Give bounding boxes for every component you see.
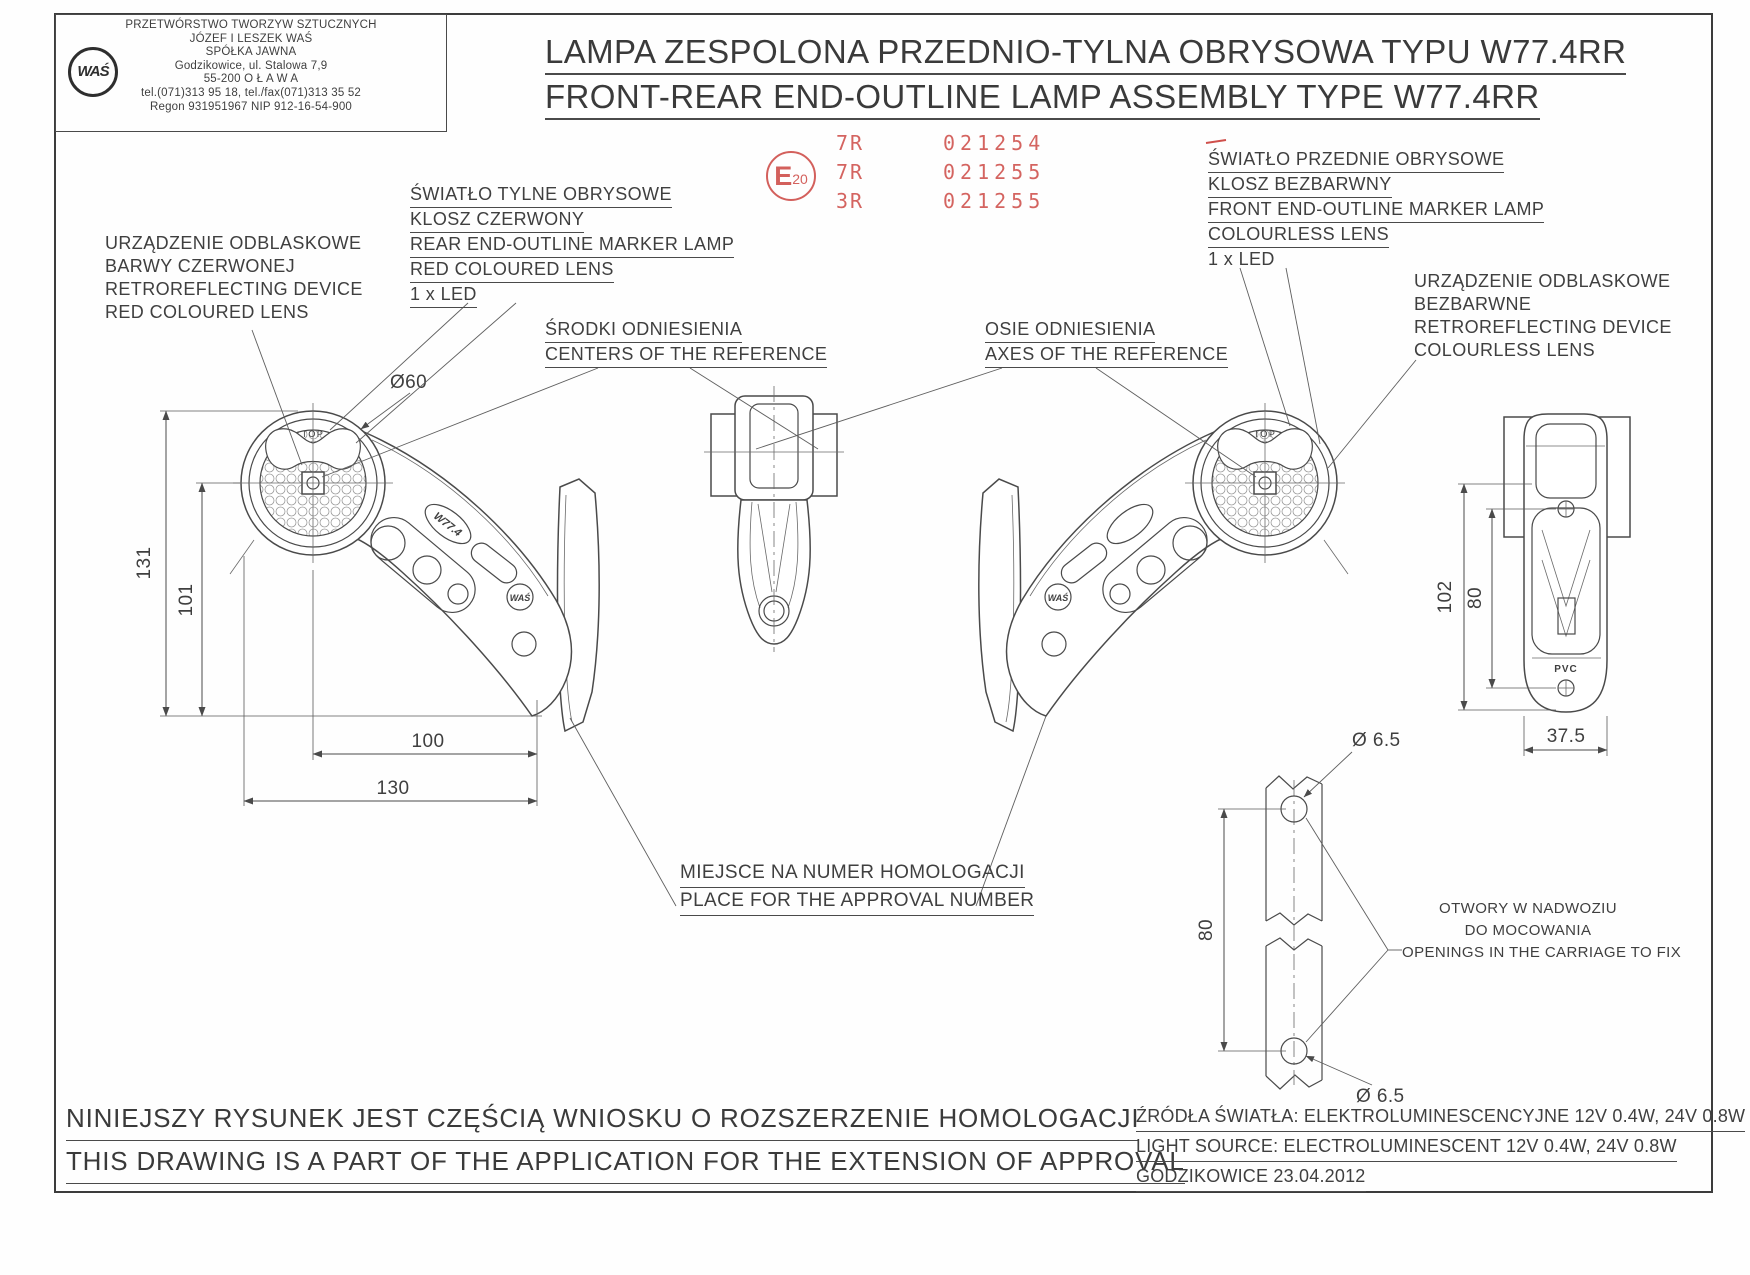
approval-code: 7R (836, 131, 865, 155)
label-line: MIEJSCE NA NUMER HOMOLOGACJI (680, 860, 1025, 888)
approval-code: 7R (836, 160, 865, 184)
company-line: Godzikowice, ul. Stalowa 7,9 (174, 59, 328, 72)
approval-number-row (836, 189, 1045, 218)
top-marking-left: TOP (301, 429, 325, 439)
approval-value: 021255 (943, 189, 1046, 213)
view-lamp-left (230, 403, 599, 731)
label-line: 1 x LED (1208, 249, 1275, 269)
note-light-source (1136, 1102, 1745, 1192)
label-front-lamp (1208, 148, 1544, 271)
label-line: DO MOCOWANIA (1464, 922, 1592, 939)
label-line: RED COLOURED LENS (105, 302, 309, 322)
label-line: RETROREFLECTING DEVICE (1414, 317, 1672, 337)
label-openings (1402, 898, 1682, 964)
label-line: COLOURLESS LENS (1414, 340, 1596, 360)
label-line: URZĄDZENIE ODBLASKOWE (105, 233, 362, 253)
was-badge-right: WAŚ (1047, 593, 1069, 603)
approval-number-row (836, 160, 1045, 189)
label-line: 1 x LED (410, 283, 477, 308)
material-marking-pvc: PVC (1554, 664, 1578, 675)
label-line: OPENINGS IN THE CARRIAGE TO FIX (1402, 944, 1682, 961)
approval-code: 3R (836, 189, 865, 213)
approval-number-row (836, 131, 1045, 160)
was-badge-left: WAŚ (509, 593, 531, 603)
label-line: BEZBARWNE (1414, 294, 1532, 314)
approval-value: 021255 (943, 160, 1046, 184)
label-line: KLOSZ CZERWONY (410, 208, 584, 233)
note-line-pl: NINIEJSZY RYSUNEK JEST CZĘŚCIĄ WNIOSKU O ROZSZERZENIE HOMOLOGACJI (66, 1098, 1139, 1141)
note-place-date: GODZIKOWICE 23.04.2012 (1136, 1162, 1366, 1192)
label-line: FRONT END-OUTLINE MARKER LAMP (1208, 198, 1544, 223)
company-line: 55-200 O Ł A W A (203, 73, 299, 86)
e-mark-letter: E (774, 160, 793, 191)
label-rear-lamp (410, 183, 734, 308)
dim-102: 102 (1435, 580, 1456, 614)
note-line-en: THIS DRAWING IS A PART OF THE APPLICATION FOR THE EXTENSION OF APPROVAL (66, 1141, 1185, 1184)
label-line: ŚWIATŁO TYLNE OBRYSOWE (410, 183, 672, 208)
label-line: KLOSZ BEZBARWNY (1208, 173, 1392, 198)
company-line: SPÓŁKA JAWNA (205, 46, 297, 59)
label-line: REAR END-OUTLINE MARKER LAMP (410, 233, 734, 258)
dim-37-5: 37.5 (1546, 726, 1586, 747)
note-application (66, 1098, 1185, 1184)
company-line: tel.(071)313 95 18, tel./fax(071)313 35 52 (140, 86, 362, 99)
label-line: OSIE ODNIESIENIA (985, 318, 1155, 343)
e-mark-stamp (766, 151, 816, 201)
approval-numbers (836, 131, 1045, 218)
title-line-pl: LAMPA ZESPOLONA PRZEDNIO-TYLNA OBRYSOWA TYPU W77.4RR (545, 33, 1626, 75)
approval-value: 021254 (943, 131, 1046, 155)
note-line-pl: ŹRÓDŁA ŚWIATŁA: ELEKTROLUMINESCENCYJNE 12V 0.4W, 24V 0.8W (1136, 1102, 1745, 1132)
label-line: ŚWIATŁO PRZEDNIE OBRYSOWE (1208, 148, 1504, 173)
label-reflector-right (1414, 270, 1672, 362)
view-side (1504, 414, 1630, 712)
company-line: PRZETWÓRSTWO TWORZYW SZTUCZNYCH (125, 19, 377, 31)
view-mounting-holes (1266, 776, 1322, 1089)
label-line: URZĄDZENIE ODBLASKOWE (1414, 271, 1671, 291)
label-line: COLOURLESS LENS (1208, 223, 1389, 248)
label-line: PLACE FOR THE APPROVAL NUMBER (680, 888, 1034, 916)
drawing-title (545, 33, 1626, 123)
dim-80-holes: 80 (1196, 919, 1217, 941)
label-axes-reference (985, 318, 1228, 368)
label-centers-reference (545, 318, 827, 368)
label-reflector-left (105, 232, 363, 324)
label-line: ŚRODKI ODNIESIENIA (545, 318, 742, 343)
title-line-en: FRONT-REAR END-OUTLINE LAMP ASSEMBLY TYPE W77.4RR (545, 78, 1540, 120)
dim-101: 101 (176, 583, 197, 617)
company-info-box (55, 14, 447, 132)
note-line-en: LIGHT SOURCE: ELECTROLUMINESCENT 12V 0.4W, 24V 0.8W (1136, 1132, 1677, 1162)
company-logo-was (68, 47, 118, 97)
company-logo-text: WAŚ (77, 63, 109, 81)
red-tick (1206, 140, 1226, 143)
label-line: CENTERS OF THE REFERENCE (545, 343, 827, 368)
dim-131: 131 (134, 546, 155, 580)
dim-hole-dia-top: Ø 6.5 (1352, 730, 1401, 751)
dim-130: 130 (376, 778, 410, 799)
model-badge: W77.4 (431, 510, 464, 540)
top-marking-right: TOP (1253, 429, 1277, 439)
dim-100: 100 (411, 731, 445, 752)
label-line: RETROREFLECTING DEVICE (105, 279, 363, 299)
label-line: RED COLOURED LENS (410, 258, 614, 283)
dim-lens-diameter: Ø60 (390, 372, 428, 393)
label-line: AXES OF THE REFERENCE (985, 343, 1228, 368)
view-front (704, 386, 844, 652)
label-approval-place (680, 860, 1034, 916)
label-line: BARWY CZERWONEJ (105, 256, 296, 276)
label-line: OTWORY W NADWOZIU (1439, 900, 1617, 917)
dim-80-side: 80 (1465, 587, 1486, 609)
view-lamp-right (979, 403, 1348, 731)
e-mark-number: 20 (792, 171, 808, 187)
dim-hole-dia-bottom: Ø 6.5 (1356, 1086, 1405, 1107)
company-line: JÓZEF I LESZEK WAŚ (189, 32, 313, 45)
company-line: Regon 931951967 NIP 912-16-54-900 (149, 100, 353, 113)
